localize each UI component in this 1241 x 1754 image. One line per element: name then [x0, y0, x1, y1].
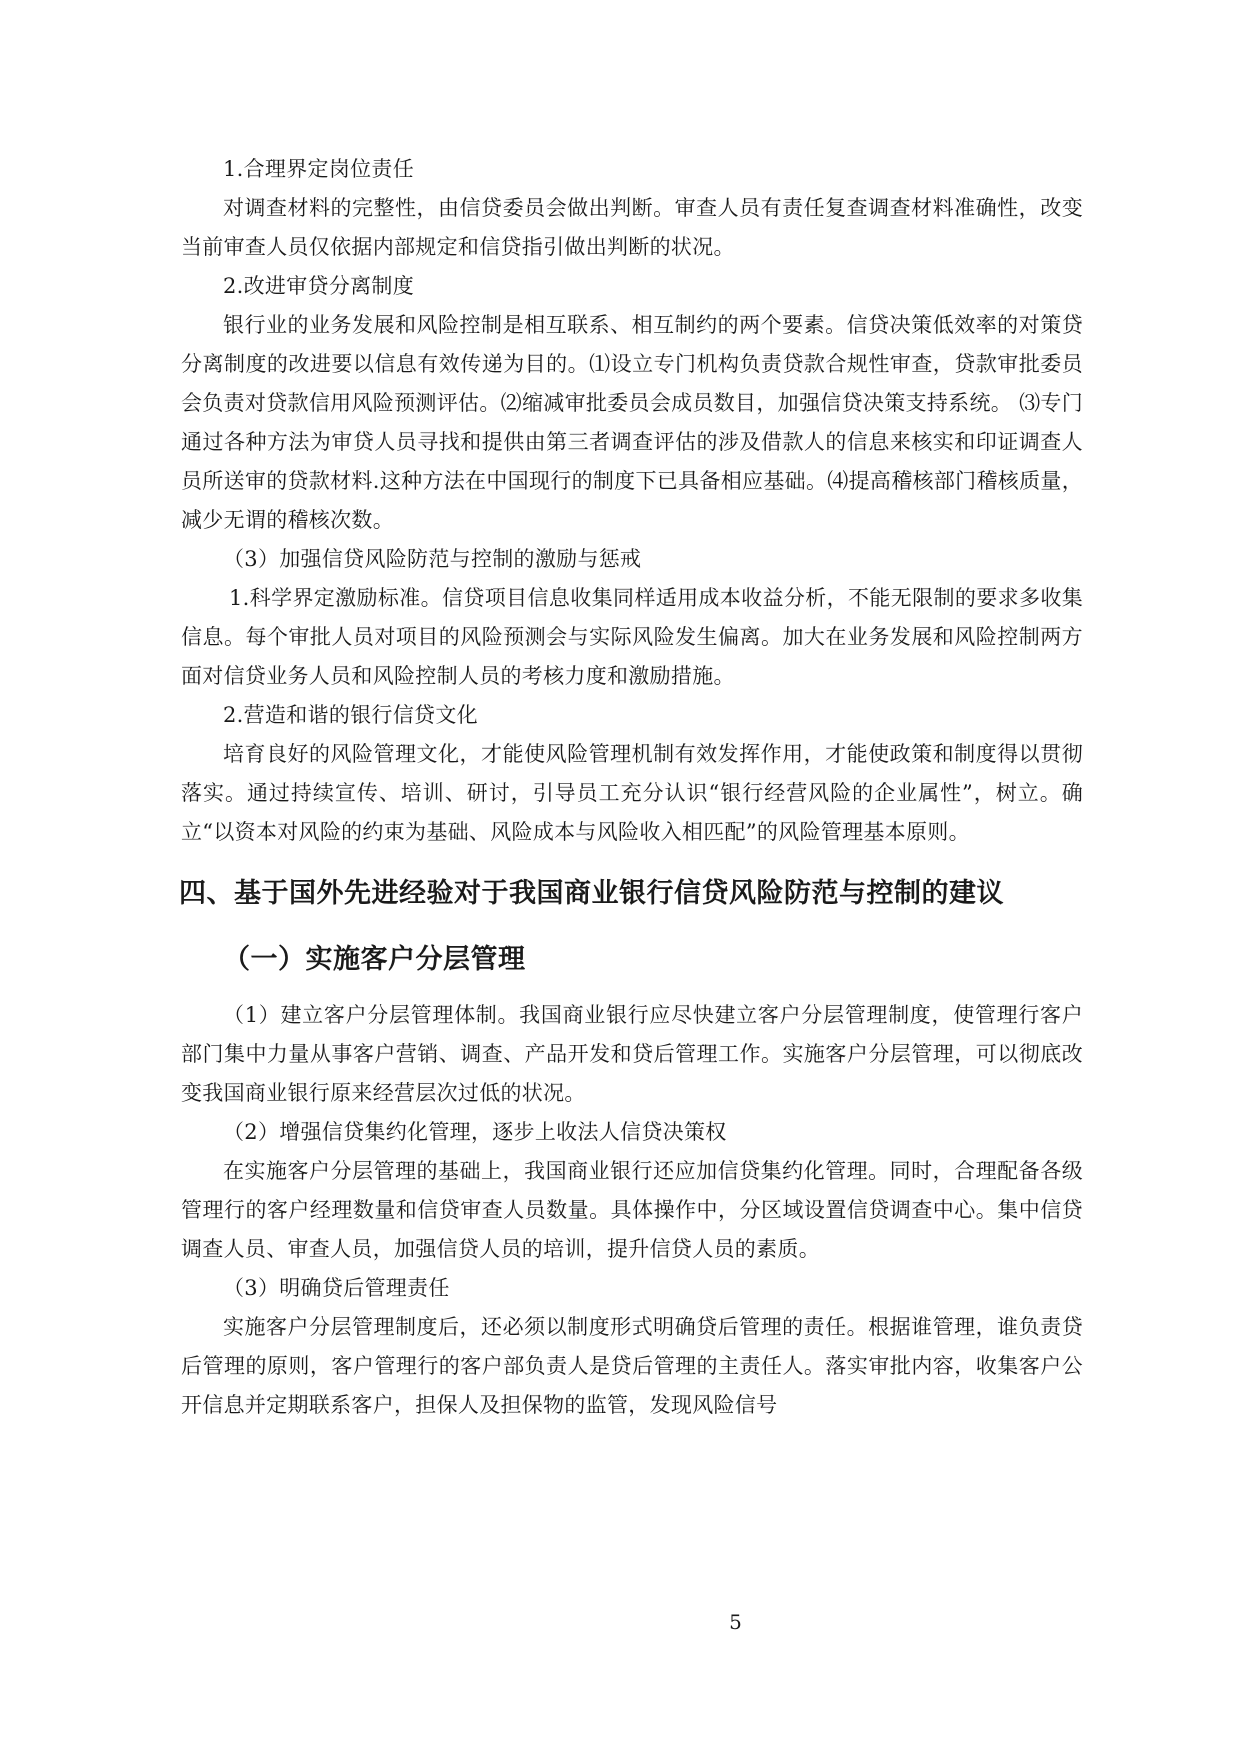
paragraph: 2.营造和谐的银行信贷文化	[223, 703, 478, 727]
page-content	[181, 150, 1083, 1425]
paragraph: （2）增强信贷集约化管理，逐步上收法人信贷决策权	[223, 1120, 727, 1144]
section-heading: 四、基于国外先进经验对于我国商业银行信贷风险防范与控制的建议	[179, 878, 1004, 909]
subsection-heading: （一）实施客户分层管理	[223, 944, 526, 975]
paragraph: （3）明确贷后管理责任	[223, 1276, 450, 1300]
paragraph: 1.合理界定岗位责任	[223, 157, 415, 181]
paragraph: 实施客户分层管理制度后，还必须以制度形式明确贷后管理的责任。根据谁管理，谁负责贷后管理的原则，客户管理行的客户部负责人是贷后管理的主责任人。落实审批内容，收集客户公开信息并定期联系客户，担保人及担保物的监管，发现风险信号	[181, 1315, 1083, 1417]
paragraph: （3）加强信贷风险防范与控制的激励与惩戒	[223, 547, 642, 571]
paragraph: 2.改进审贷分离制度	[223, 274, 415, 298]
paragraph: （1）建立客户分层管理体制。我国商业银行应尽快建立客户分层管理制度，使管理行客户部门集中力量从事客户营销、调查、产品开发和贷后管理工作。实施客户分层管理，可以彻底改变我国商业银行原来经营层次过低的状况。	[181, 1003, 1083, 1105]
paragraph: 培育良好的风险管理文化，才能使风险管理机制有效发挥作用，才能使政策和制度得以贯彻落实。通过持续宣传、培训、研讨，引导员工充分认识“银行经营风险的企业属性”，树立。确立“以资本对风险的约束为基础、风险成本与风险收入相匹配”的风险管理基本原则。	[181, 742, 1083, 844]
bottom-section	[181, 996, 1083, 1425]
paragraph: 1.科学界定激励标准。信贷项目信息收集同样适用成本收益分析，不能无限制的要求多收集信息。每个审批人员对项目的风险预测会与实际风险发生偏离。加大在业务发展和风险控制两方面对信贷业务人员和风险控制人员的考核力度和激励措施。	[181, 586, 1083, 688]
page-number: 5	[729, 1610, 742, 1634]
paragraph: 在实施客户分层管理的基础上，我国商业银行还应加信贷集约化管理。同时，合理配备各级管理行的客户经理数量和信贷审查人员数量。具体操作中，分区域设置信贷调查中心。集中信贷调查人员、审查人员，加强信贷人员的培训，提升信贷人员的素质。	[181, 1159, 1083, 1261]
top-section	[181, 150, 1083, 852]
paragraph: 对调查材料的完整性，由信贷委员会做出判断。审查人员有责任复查调查材料准确性，改变当前审查人员仅依据内部规定和信贷指引做出判断的状况。	[181, 196, 1083, 259]
paragraph: 银行业的业务发展和风险控制是相互联系、相互制约的两个要素。信贷决策低效率的对策贷分离制度的改进要以信息有效传递为目的。⑴设立专门机构负责贷款合规性审查，贷款审批委员会负责对贷款信用风险预测评估。⑵缩减审批委员会成员数目，加强信贷决策支持系统。 ⑶专门通过各种方法为审贷人员寻找和提供由第三者调查评估的涉及借款人的信息来核实和印证调查人员所送审的贷款材料.这种方法在中国现行的制度下已具备相应基础。⑷提高稽核部门稽核质量，减少无谓的稽核次数。	[181, 313, 1083, 532]
